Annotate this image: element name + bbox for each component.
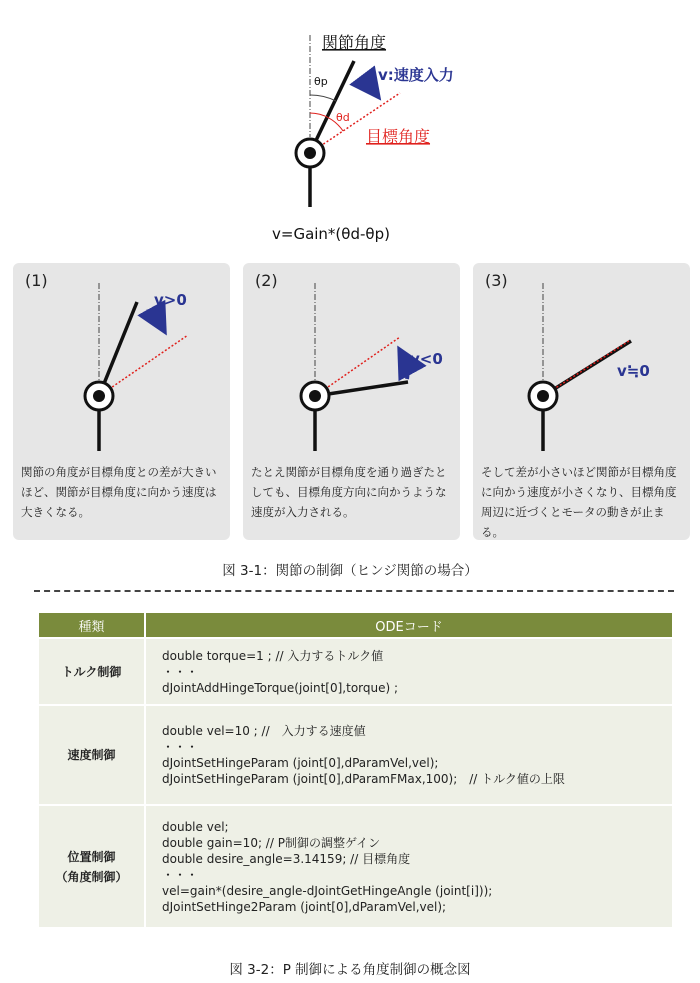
code-line: dJointSetHinge2Param (joint[0],dParamVel,vel);	[162, 899, 447, 914]
code-line: dJointSetHingeParam (joint[0],dParamFMax,100); // トルク値の上限	[162, 772, 565, 786]
target-angle-line	[315, 337, 400, 396]
panel-description: 関節の角度が目標角度との差が大きいほど、関節が目標角度に向かう速度は大きくなる。	[21, 465, 217, 519]
theta-d-label: θd	[336, 111, 350, 124]
code-line: dJointSetHingeParam (joint[0],dParamVel,vel);	[162, 756, 439, 770]
table-row	[39, 805, 672, 927]
code-line: ・・・	[162, 740, 199, 754]
code-line: ・・・	[162, 867, 199, 882]
joint-center	[93, 390, 105, 402]
joint-angle-diagram	[270, 25, 530, 247]
panel-1	[13, 263, 230, 540]
code-line: double torque=1 ; // 入力するトルク値	[162, 648, 384, 663]
figure-1-caption: 図 3-1：関節の制御（ヒンジ関節の場合）	[222, 563, 478, 579]
row-kind: トルク制御	[39, 638, 145, 705]
row-code	[145, 805, 672, 927]
panel-number: (3)	[485, 271, 508, 290]
velocity-input-label: v:速度入力	[378, 66, 454, 84]
code-line: ・・・	[162, 664, 199, 679]
code-line: double desire_angle=3.14159; // 目標角度	[162, 851, 411, 866]
panel-number: (2)	[255, 271, 278, 290]
panel-1-diagram	[13, 263, 230, 463]
panel-description: そして差が小さいほど関節が目標角度に向かう速度が小さくなり、目標角度周辺に近づくとモータの動きが止まる。	[481, 465, 677, 539]
row-kind: 位置制御 （角度制御）	[39, 805, 145, 927]
header-code: ODEコード	[145, 613, 672, 638]
table-row	[39, 705, 672, 805]
code-line: double vel;	[162, 819, 229, 834]
panel-description: たとえ関節が目標角度を通り過ぎたとしても、目標角度方向に向かうような速度が入力される。	[251, 465, 447, 519]
row-code	[145, 638, 672, 705]
target-angle-label: 目標角度	[366, 127, 431, 146]
velocity-arrow	[403, 356, 408, 379]
panel-2	[243, 263, 460, 540]
joint-center	[309, 390, 321, 402]
code-line: vel=gain*(desire_angle-dJointGetHingeAngle (joint[i]));	[162, 883, 493, 898]
row-kind: 速度制御	[39, 705, 145, 805]
velocity-label: v>0	[154, 291, 187, 309]
panel-3-diagram	[473, 263, 690, 463]
panel-2-diagram	[243, 263, 460, 463]
ode-code-table	[39, 613, 672, 927]
code-line: dJointAddHingeTorque(joint[0],torque) ;	[162, 680, 399, 695]
velocity-label: v≒0	[617, 362, 650, 380]
joint-center	[304, 147, 316, 159]
table-header-row	[39, 613, 672, 638]
velocity-label: v<0	[410, 350, 443, 368]
formula: v=Gain*(θd-θp)	[272, 225, 390, 243]
code-line: double vel=10 ; // 入力する速度値	[162, 724, 366, 738]
panel-number: (1)	[25, 271, 48, 290]
code-line: double gain=10; // P制御の調整ゲイン	[162, 835, 381, 850]
joint-angle-label: 関節角度	[322, 33, 387, 52]
velocity-arrow	[360, 79, 374, 91]
joint-center	[537, 390, 549, 402]
table-row	[39, 638, 672, 705]
figure-2-caption: 図 3-2：P 制御による角度制御の概念図	[229, 962, 471, 978]
header-kind: 種類	[39, 613, 145, 638]
panel-3	[473, 263, 690, 540]
theta-p-label: θp	[314, 75, 328, 88]
dashed-separator	[34, 590, 674, 592]
velocity-arrow	[146, 311, 161, 325]
theta-p-arc	[310, 95, 336, 101]
row-code	[145, 705, 672, 805]
